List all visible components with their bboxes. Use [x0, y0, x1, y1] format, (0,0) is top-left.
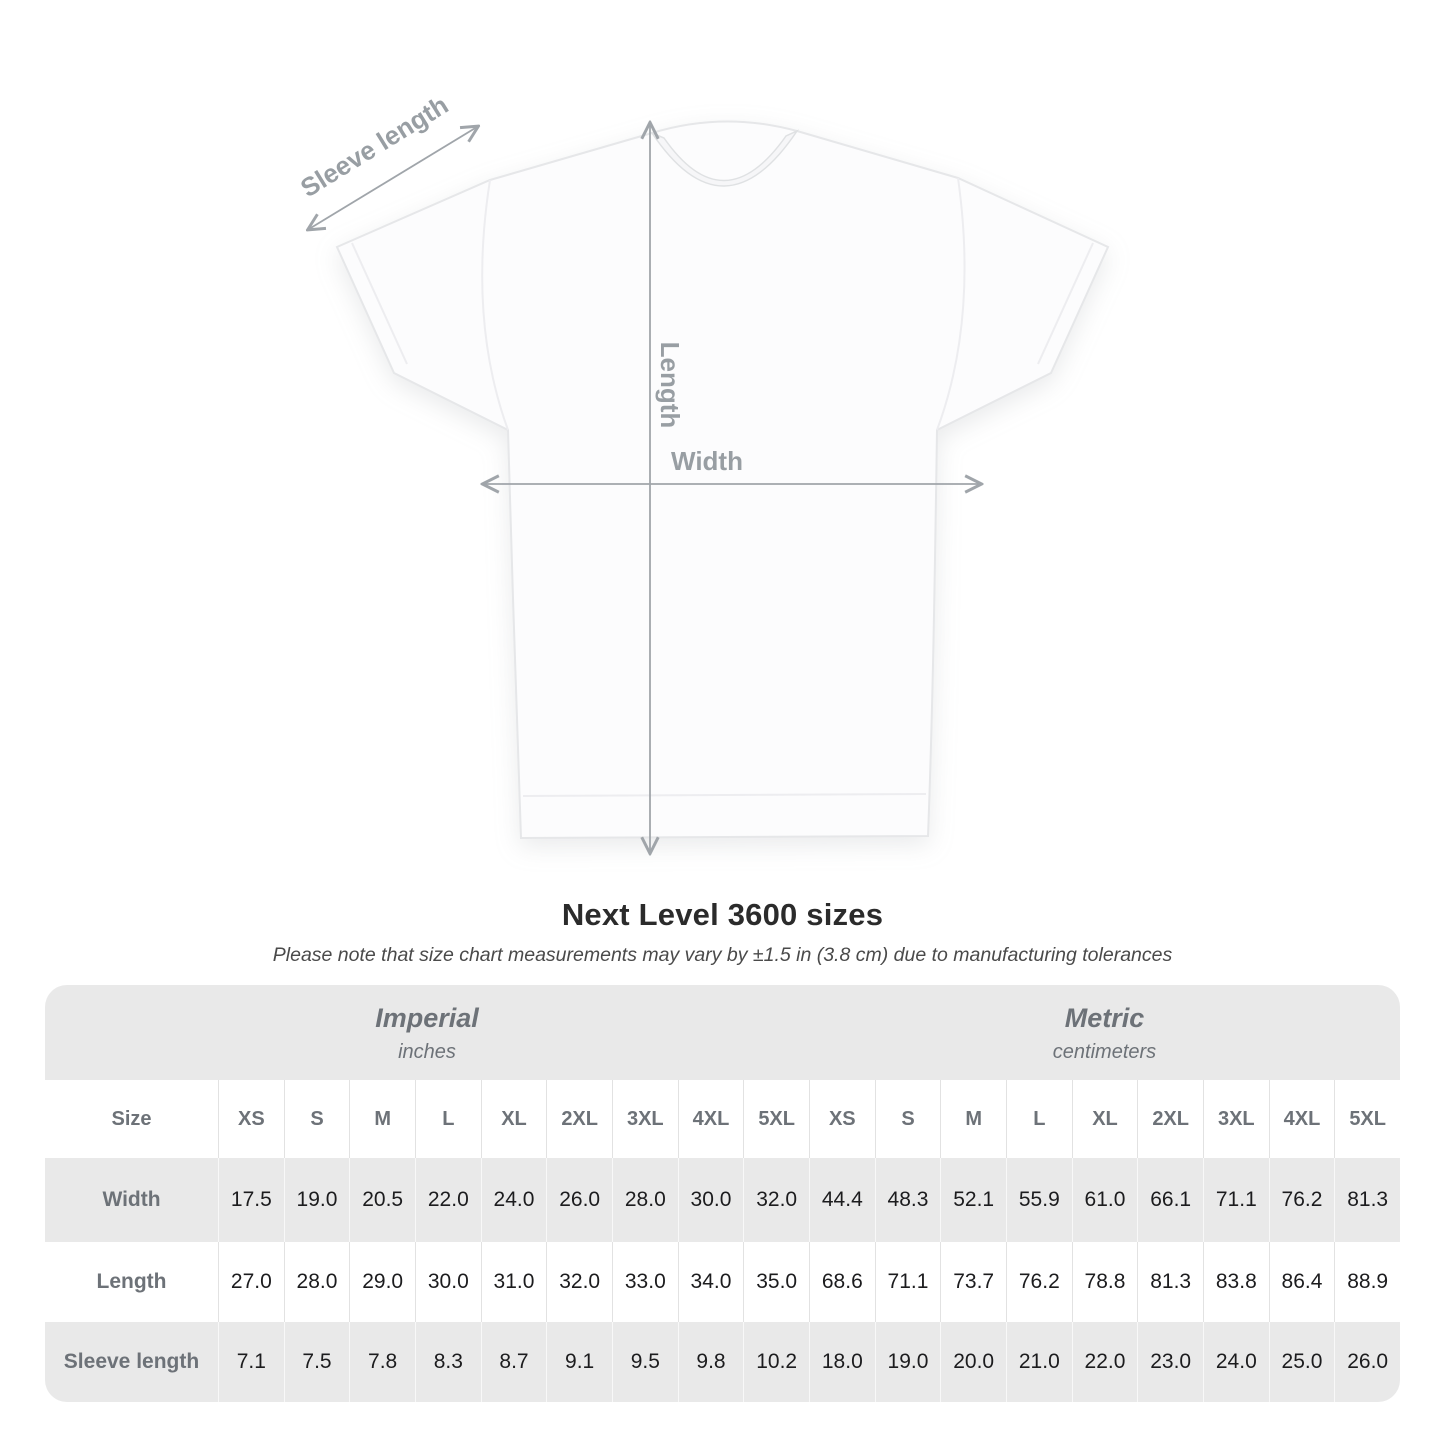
imperial-value-cell: 24.0 — [481, 1158, 547, 1242]
imperial-value-cell: 9.8 — [678, 1322, 744, 1402]
imperial-value-cell: 22.0 — [415, 1158, 481, 1242]
page-title: Next Level 3600 sizes — [561, 897, 884, 932]
metric-value-cell: 52.1 — [940, 1158, 1006, 1242]
imperial-size-col-header: M — [349, 1080, 415, 1158]
imperial-value-cell: 26.0 — [546, 1158, 612, 1242]
metric-value-cell: 23.0 — [1137, 1322, 1203, 1402]
metric-value-cell: 71.1 — [1203, 1158, 1269, 1242]
imperial-unit-label: inches — [398, 1041, 456, 1063]
metric-size-col-header: XS — [809, 1080, 875, 1158]
metric-value-cell: 61.0 — [1072, 1158, 1138, 1242]
metric-value-cell: 48.3 — [875, 1158, 941, 1242]
tolerance-note: Please note that size chart measurements may vary by ±1.5 in (3.8 cm) due to manufacturing tolerances — [272, 944, 1173, 966]
imperial-value-cell: 34.0 — [678, 1242, 744, 1322]
metric-value-cell: 81.3 — [1334, 1158, 1400, 1242]
imperial-value-cell: 32.0 — [743, 1158, 809, 1242]
imperial-section-header — [45, 985, 809, 1080]
imperial-size-col-header: 5XL — [743, 1080, 809, 1158]
sleeve-length-label: Sleeve length — [295, 89, 454, 204]
metric-size-col-header: 3XL — [1203, 1080, 1269, 1158]
metric-value-cell: 86.4 — [1269, 1242, 1335, 1322]
metric-value-cell: 26.0 — [1334, 1322, 1400, 1402]
imperial-value-cell: 33.0 — [612, 1242, 678, 1322]
imperial-value-cell: 31.0 — [481, 1242, 547, 1322]
imperial-value-cell: 28.0 — [612, 1158, 678, 1242]
row-label: Length — [45, 1242, 218, 1322]
imperial-value-cell: 17.5 — [218, 1158, 284, 1242]
imperial-value-cell: 8.3 — [415, 1322, 481, 1402]
metric-value-cell: 68.6 — [809, 1242, 875, 1322]
imperial-size-col-header: S — [284, 1080, 350, 1158]
metric-size-col-header: 4XL — [1269, 1080, 1335, 1158]
imperial-size-col-header: 4XL — [678, 1080, 744, 1158]
metric-section-header — [809, 985, 1400, 1080]
width-label: Width — [671, 446, 743, 476]
size-table — [45, 985, 1400, 1402]
metric-value-cell: 22.0 — [1072, 1322, 1138, 1402]
row-label: Width — [45, 1158, 218, 1242]
imperial-value-cell: 30.0 — [678, 1158, 744, 1242]
imperial-value-cell: 7.1 — [218, 1322, 284, 1402]
imperial-value-cell: 7.8 — [349, 1322, 415, 1402]
imperial-value-cell: 19.0 — [284, 1158, 350, 1242]
imperial-size-col-header: XS — [218, 1080, 284, 1158]
metric-value-cell: 76.2 — [1006, 1242, 1072, 1322]
imperial-value-cell: 27.0 — [218, 1242, 284, 1322]
metric-value-cell: 55.9 — [1006, 1158, 1072, 1242]
metric-value-cell: 73.7 — [940, 1242, 1006, 1322]
metric-value-cell: 20.0 — [940, 1322, 1006, 1402]
metric-value-cell: 25.0 — [1269, 1322, 1335, 1402]
metric-value-cell: 83.8 — [1203, 1242, 1269, 1322]
metric-value-cell: 81.3 — [1137, 1242, 1203, 1322]
metric-size-col-header: S — [875, 1080, 941, 1158]
metric-value-cell: 66.1 — [1137, 1158, 1203, 1242]
length-label: Length — [655, 341, 685, 429]
imperial-value-cell: 9.1 — [546, 1322, 612, 1402]
imperial-value-cell: 35.0 — [743, 1242, 809, 1322]
metric-label: Metric — [1064, 1003, 1145, 1033]
metric-value-cell: 19.0 — [875, 1322, 941, 1402]
metric-value-cell: 88.9 — [1334, 1242, 1400, 1322]
metric-size-col-header: XL — [1072, 1080, 1138, 1158]
imperial-size-col-header: L — [415, 1080, 481, 1158]
row-label: Sleeve length — [45, 1322, 218, 1402]
metric-value-cell: 78.8 — [1072, 1242, 1138, 1322]
imperial-size-col-header: 2XL — [546, 1080, 612, 1158]
metric-size-col-header: 5XL — [1334, 1080, 1400, 1158]
metric-value-cell: 44.4 — [809, 1158, 875, 1242]
metric-value-cell: 71.1 — [875, 1242, 941, 1322]
imperial-value-cell: 29.0 — [349, 1242, 415, 1322]
imperial-value-cell: 30.0 — [415, 1242, 481, 1322]
metric-unit-label: centimeters — [1052, 1041, 1157, 1063]
metric-value-cell: 24.0 — [1203, 1322, 1269, 1402]
metric-value-cell: 76.2 — [1269, 1158, 1335, 1242]
tshirt-shape — [337, 121, 1108, 838]
imperial-label: Imperial — [375, 1003, 479, 1033]
metric-size-col-header: L — [1006, 1080, 1072, 1158]
imperial-value-cell: 7.5 — [284, 1322, 350, 1402]
metric-value-cell: 18.0 — [809, 1322, 875, 1402]
metric-value-cell: 21.0 — [1006, 1322, 1072, 1402]
metric-size-col-header: 2XL — [1137, 1080, 1203, 1158]
imperial-value-cell: 20.5 — [349, 1158, 415, 1242]
imperial-value-cell: 8.7 — [481, 1322, 547, 1402]
imperial-value-cell: 9.5 — [612, 1322, 678, 1402]
imperial-value-cell: 32.0 — [546, 1242, 612, 1322]
imperial-size-col-header: 3XL — [612, 1080, 678, 1158]
imperial-value-cell: 28.0 — [284, 1242, 350, 1322]
imperial-value-cell: 10.2 — [743, 1322, 809, 1402]
imperial-size-col-header: XL — [481, 1080, 547, 1158]
size-header-cell: Size — [45, 1080, 218, 1158]
metric-size-col-header: M — [940, 1080, 1006, 1158]
